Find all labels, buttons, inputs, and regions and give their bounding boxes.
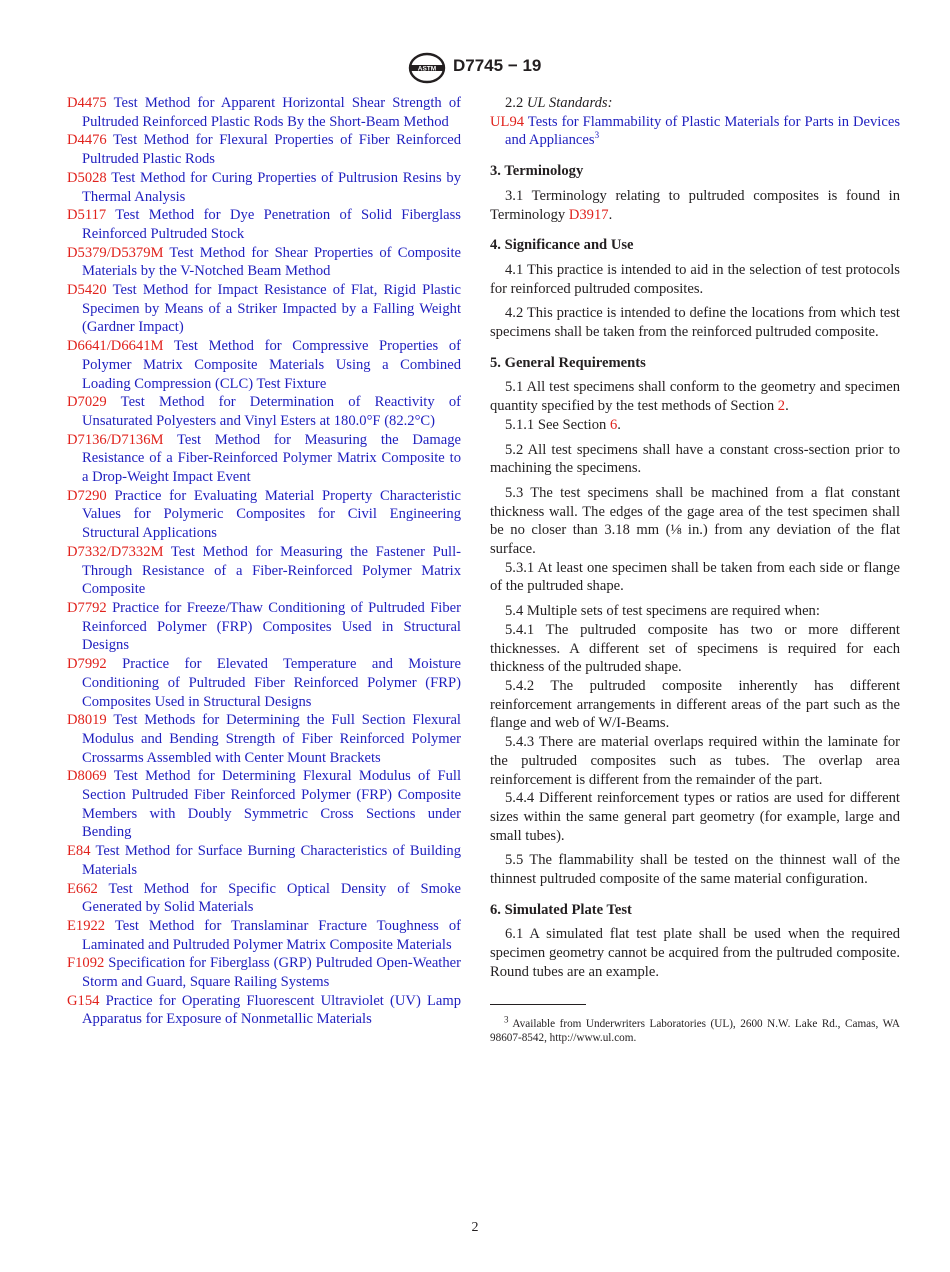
section-heading-significance: 4. Significance and Use (490, 237, 634, 254)
reference-code-link[interactable]: D4476 (67, 132, 107, 149)
page-number: 2 (471, 1220, 479, 1235)
xref-link[interactable]: D3917 (568, 206, 609, 223)
reference-item (67, 281, 461, 337)
ul-standards-heading: 2.2 UL Standards: (505, 95, 613, 111)
reference-item (67, 206, 461, 243)
svg-text:ASTM: ASTM (417, 65, 437, 73)
reference-item (67, 487, 461, 543)
footnote-marker[interactable]: 3 (594, 130, 600, 141)
reference-title-link[interactable]: Test Method for Dye Penetration of Solid Fiberglass Reinforced Pultruded Stock (82, 207, 461, 242)
section-heading-simulated-plate: 6. Simulated Plate Test (490, 901, 632, 918)
reference-item (67, 431, 461, 487)
paragraph-5-1-1: 5.1.1 See Section 6. (505, 416, 621, 433)
reference-code-link[interactable]: E1922 (67, 917, 106, 934)
reference-title-link[interactable]: Test Method for Flexural Properties of Fiber Reinforced Pultruded Plastic Rods (82, 132, 461, 168)
reference-code-link[interactable]: D7290 (67, 487, 107, 504)
reference-title-link[interactable]: Practice for Freeze/Thaw Conditioning of Pultruded Fiber Reinforced Polymer (FRP) Composites Used in Structural Designs (82, 599, 461, 654)
reference-title-link[interactable]: Test Method for Impact Resistance of Flat, Rigid Plastic Specimen by Means of a Striker Impacted by a Falling Weight (Gardner Impact) (82, 282, 461, 336)
document-designation: D7745 − 19 (453, 56, 542, 75)
paragraph-5-4: 5.4 Multiple sets of test specimens are required when: (505, 603, 820, 620)
reference-code-link[interactable]: D8069 (67, 768, 107, 785)
xref-link[interactable]: 6 (609, 416, 618, 433)
reference-item (67, 711, 461, 767)
reference-item (67, 393, 461, 430)
reference-title-link[interactable]: Test Method for Apparent Horizontal Shear Strength of Pultruded Reinforced Plastic Rods By the Short-Beam Method (82, 95, 461, 130)
paragraph-5-2: 5.2 All test specimens shall have a constant cross-section prior to machining the specimens. (490, 441, 900, 477)
reference-title-link[interactable]: Tests for Flammability of Plastic Materials for Parts in Devices and Appliances (505, 113, 900, 149)
reference-title-link[interactable]: Test Method for Specific Optical Density of Smoke Generated by Solid Materials (82, 880, 461, 916)
paragraph-5-5: 5.5 The flammability shall be tested on the thinnest wall of the thinnest pultruded composite of the same material configuration. (490, 852, 900, 888)
reference-item (67, 337, 461, 393)
reference-title-link[interactable]: Specification for Fiberglass (GRP) Pultruded Open-Weather Storm and Guard, Square Railing Systems (82, 955, 461, 991)
reference-item (67, 655, 461, 711)
right-column (490, 94, 900, 1045)
reference-code-link[interactable]: D7792 (67, 599, 107, 616)
reference-item (67, 169, 461, 206)
section-heading-general-requirements: 5. General Requirements (490, 354, 646, 371)
paragraph-4-1: 4.1 This practice is intended to aid in the selection of test protocols for reinforced pultruded composites. (490, 261, 900, 297)
reference-item (490, 113, 900, 150)
reference-item (67, 954, 461, 991)
footnote-divider (490, 1004, 586, 1005)
reference-title-link[interactable]: Test Method for Translaminar Fracture Toughness of Laminated and Pultruded Polymer Matrix Composite Materials (82, 917, 461, 953)
reference-title-link[interactable]: Test Method for Determination of Reactivity of Unsaturated Polyesters and Vinyl Esters at 180.0°F (82.2°C) (82, 394, 461, 429)
paragraph-5-4-4: 5.4.4 Different reinforcement types or ratios are used for different sizes within the same general part geometry (for example, large and small tubes). (490, 790, 900, 844)
reference-item (67, 244, 461, 281)
paragraph-4-2: 4.2 This practice is intended to define the locations from which test specimens shall be taken from the reinforced pultruded composite. (490, 305, 900, 341)
section-heading-terminology: 3. Terminology (490, 163, 584, 180)
paragraph-5-4-3: 5.4.3 There are material overlaps required within the laminate for the pultruded composites such as tubes. The overlap area reinforcement is different from the remainder of the part. (490, 734, 900, 788)
reference-item (67, 131, 461, 168)
reference-item (67, 917, 461, 954)
reference-item (67, 880, 461, 917)
referenced-documents-list (67, 94, 461, 1029)
reference-title-link[interactable]: Test Method for Measuring the Fastener Pull-Through Resistance of a Fiber-Reinforced Polymer Matrix Composite (82, 543, 461, 598)
paragraph-6-1: 6.1 A simulated flat test plate shall be used when the required specimen geometry cannot be acquired from the pultruded composite. Round tubes are an example. (490, 926, 900, 980)
paragraph-5-4-2: 5.4.2 The pultruded composite inherently has different reinforcement arrangements in different areas of the part such as the flange and web of W/I-Beams. (490, 677, 900, 732)
reference-code-link[interactable]: D5420 (67, 282, 107, 299)
reference-item (67, 599, 461, 655)
xref-link[interactable]: 2 (777, 398, 786, 415)
reference-item (67, 842, 461, 879)
reference-code-link[interactable]: D7992 (67, 656, 107, 673)
reference-item (67, 767, 461, 842)
reference-code-link[interactable]: D5028 (67, 169, 107, 186)
reference-code-link[interactable]: E84 (67, 843, 91, 860)
paragraph-5-3-1: 5.3.1 At least one specimen shall be taken from each side or flange of the pultruded shape. (490, 559, 900, 595)
reference-title-link[interactable]: Test Method for Curing Properties of Pultrusion Resins by Thermal Analysis (82, 169, 461, 205)
paragraph-5-4-1: 5.4.1 The pultruded composite has two or more different thicknesses. A different set of specimens is required for each thickness of the pultruded shape. (490, 621, 900, 676)
reference-title-link[interactable]: Test Method for Measuring the Damage Resistance of a Fiber-Reinforced Polymer Matrix Composite to a Drop-Weight Impact Event (82, 431, 461, 486)
reference-title-link[interactable]: Test Method for Shear Properties of Composite Materials by the V-Notched Beam Method (82, 244, 461, 280)
reference-code-link[interactable]: D7136/D7136M (67, 431, 164, 448)
reference-code-link[interactable]: D7332/D7332M (67, 543, 164, 560)
reference-code-link[interactable]: D5379/D5379M (67, 244, 164, 261)
reference-title-link[interactable]: Test Method for Compressive Properties of Polymer Matrix Composite Materials Using a Combined Loading Compression (CLC) Test Fixture (82, 338, 461, 392)
reference-item (67, 94, 461, 131)
reference-code-link[interactable]: D4475 (67, 95, 107, 111)
reference-title-link[interactable]: Practice for Operating Fluorescent Ultraviolet (UV) Lamp Apparatus for Exposure of Nonmetallic Materials (82, 992, 461, 1028)
reference-code-link[interactable]: D7029 (67, 394, 107, 411)
reference-code-link[interactable]: D8019 (67, 712, 107, 729)
paragraph-3-1: 3.1 Terminology relating to pultruded composites is found in Terminology D3917. (490, 187, 900, 223)
reference-code-link[interactable]: F1092 (67, 955, 105, 972)
reference-code-link[interactable]: G154 (67, 992, 100, 1009)
reference-code-link[interactable]: D6641/D6641M (67, 338, 164, 355)
page-header (0, 52, 950, 86)
footnote: $^3$ Available from Underwriters Laboratories (UL), 2600 N.W. Lake Rd., Camas, WA 98607-8542, http://www.ul.com. (490, 1013, 900, 1044)
paragraph-5-3: 5.3 The test specimens shall be machined from a flat constant thickness wall. The edges of the gage area of the test specimen shall be no closer than 3.18 mm (⅛ in.) from any deviation of the flat surface. (490, 484, 900, 558)
paragraph-5-1: 5.1 All test specimens shall conform to the geometry and specimen quantity specified by the test methods of Section 2. (490, 379, 900, 415)
reference-title-link[interactable]: Test Method for Determining Flexural Modulus of Full Section Pultruded Fiber Reinforced Polymer (FRP) Composite Members with Doubly Symmetric Cross Sections under Bending (82, 768, 461, 841)
reference-title-link[interactable]: Test Methods for Determining the Full Section Flexural Modulus and Bending Strength of Fiber Reinforced Polymer Crossarms Assembled with Center Mount Brackets (82, 712, 461, 766)
reference-code-link[interactable]: D5117 (67, 207, 107, 224)
reference-title-link[interactable]: Practice for Evaluating Material Property Characteristic Values for Polymeric Composites for Civil Engineering Structural Applications (82, 487, 461, 542)
reference-title-link[interactable]: Practice for Elevated Temperature and Moisture Conditioning of Pultruded Fiber Reinforced Polymer (FRP) Composites Used in Structural Designs (82, 656, 461, 710)
reference-code-link[interactable]: E662 (67, 880, 98, 897)
reference-title-link[interactable]: Test Method for Surface Burning Characteristics of Building Materials (82, 843, 461, 878)
reference-item (67, 543, 461, 599)
reference-item (67, 992, 461, 1029)
astm-logo (408, 52, 446, 84)
reference-code-link[interactable]: UL94 (490, 113, 525, 130)
